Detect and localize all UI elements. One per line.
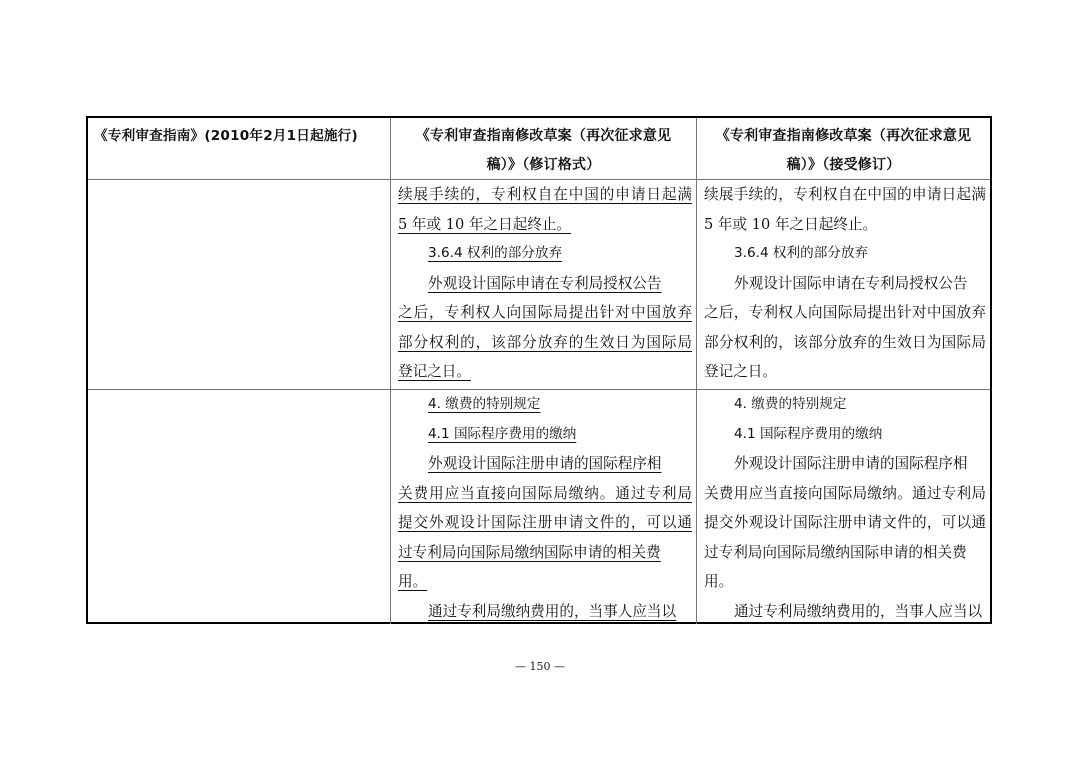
tracked-text-line: 提交外观设计国际注册申请文件的，可以通	[398, 514, 692, 531]
tracked-section-heading: 4. 缴费的特别规定	[428, 396, 541, 412]
header-cell-original	[88, 118, 390, 179]
tracked-cell	[390, 180, 696, 389]
header-cell-tracked	[390, 118, 696, 179]
accepted-text-line: 登记之日。	[704, 363, 777, 380]
tracked-text-line: 通过专利局缴纳费用的，当事人应当以	[428, 602, 677, 620]
table-header-row	[88, 118, 990, 180]
page-number: — 150 —	[515, 660, 565, 673]
accepted-text-line: 过专利局向国际局缴纳国际申请的相关费	[704, 543, 967, 561]
tracked-section-heading: 3.6.4 权利的部分放弃	[428, 245, 563, 261]
header-tracked-line2: 稿）》（修订格式）	[486, 157, 601, 173]
table-row	[88, 180, 990, 390]
tracked-section-heading: 4.1 国际程序费用的缴纳	[428, 425, 577, 442]
tracked-text-line: 登记之日。	[398, 363, 471, 380]
accepted-text-line: 通过专利局缴纳费用的，当事人应当以	[734, 602, 983, 620]
accepted-text-line: 之后，专利权人向国际局提出针对中国放弃	[704, 304, 986, 321]
tracked-text-line: 过专利局向国际局缴纳国际申请的相关费	[398, 543, 661, 561]
tracked-text-line: 续展手续的，专利权自在中国的申请日起满	[398, 186, 692, 203]
accepted-text-line: 部分权利的，该部分放弃的生效日为国际局	[704, 333, 986, 351]
tracked-text-line: 5 年或 10 年之日起终止。	[398, 215, 572, 233]
original-cell-empty	[88, 390, 390, 624]
accepted-section-heading: 4.1 国际程序费用的缴纳	[734, 425, 883, 442]
header-accepted-line2: 稿）》（接受修订）	[786, 157, 901, 173]
accepted-text-line: 关费用应当直接向国际局缴纳。通过专利局	[704, 484, 986, 502]
table-row	[88, 390, 990, 624]
header-cell-accepted	[696, 118, 990, 179]
accepted-section-heading: 4. 缴费的特别规定	[734, 396, 847, 412]
accepted-section-heading: 3.6.4 权利的部分放弃	[734, 245, 869, 261]
tracked-text-line: 关费用应当直接向国际局缴纳。通过专利局	[398, 484, 692, 502]
accepted-text-line: 外观设计国际申请在专利局授权公告	[734, 274, 968, 292]
original-cell-empty	[88, 180, 390, 389]
accepted-text-line: 外观设计国际注册申请的国际程序相	[734, 455, 968, 472]
accepted-cell	[696, 390, 990, 624]
accepted-text-line: 5 年或 10 年之日起终止。	[704, 215, 878, 233]
tracked-text-line: 外观设计国际申请在专利局授权公告	[428, 274, 662, 292]
accepted-cell	[696, 180, 990, 389]
comparison-table	[86, 116, 992, 624]
tracked-text-line: 之后，专利权人向国际局提出针对中国放弃	[398, 304, 692, 321]
tracked-text-line: 用。	[398, 573, 428, 590]
accepted-text-line: 用。	[704, 573, 734, 590]
header-tracked-line1: 《专利审查指南修改草案（再次征求意见	[415, 128, 672, 144]
tracked-cell	[390, 390, 696, 624]
header-original-label: 《专利审查指南》(2010年2月1日起施行)	[94, 128, 358, 144]
tracked-text-line: 部分权利的，该部分放弃的生效日为国际局	[398, 333, 692, 351]
tracked-text-line: 外观设计国际注册申请的国际程序相	[428, 455, 662, 472]
header-accepted-line1: 《专利审查指南修改草案（再次征求意见	[715, 128, 972, 144]
accepted-text-line: 提交外观设计国际注册申请文件的，可以通	[704, 514, 986, 531]
accepted-text-line: 续展手续的，专利权自在中国的申请日起满	[704, 186, 986, 203]
